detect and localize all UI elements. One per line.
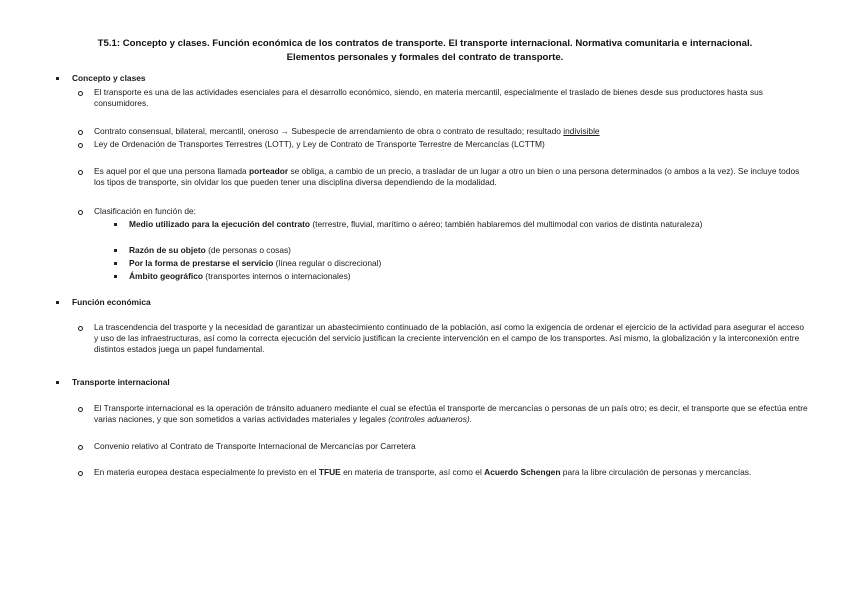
square-bullet-icon xyxy=(114,262,117,265)
section-heading: Concepto y clases xyxy=(56,73,816,84)
sublist-item xyxy=(129,245,769,256)
sublist-item xyxy=(129,271,769,282)
section-heading: Transporte internacional xyxy=(56,377,816,388)
circle-bullet-icon xyxy=(78,143,83,148)
bold-term: Medio utilizado para la ejecución del contrato xyxy=(129,219,311,229)
circle-bullet-icon xyxy=(78,407,83,412)
list-item xyxy=(94,403,808,425)
sublist-text: (terrestre, fluvial, marítimo o aéreo; también hablaremos del multimodal con varios de distinta naturaleza) xyxy=(310,219,703,229)
list-item xyxy=(94,322,808,356)
paragraph-text: Es aquel por el que una persona llamada xyxy=(94,166,250,176)
sublist-text: (línea regular o discrecional) xyxy=(273,258,382,268)
bold-term: Acuerdo Schengen xyxy=(484,467,561,477)
paragraph-text: para la libre circulación de personas y mercancías. xyxy=(560,467,752,477)
paragraph-text: En materia europea destaca especialmente lo previsto en el xyxy=(94,467,319,477)
section-heading: Función económica xyxy=(56,297,816,308)
paragraph-text: en materia de transporte, así como el xyxy=(340,467,485,477)
sublist-item xyxy=(129,219,769,230)
circle-bullet-icon xyxy=(78,326,83,331)
bold-term: porteador xyxy=(249,166,289,176)
circle-bullet-icon xyxy=(78,91,83,96)
title-line-1: T5.1: Concepto y clases. Función económica de los contratos de transporte. El transporte internacional. Normativa comunitaria e internacional. xyxy=(97,38,753,49)
bold-term: Ámbito geográfico xyxy=(129,271,203,281)
paragraph-text: Ley de Ordenación de Transportes Terrestres (LOTT), y Ley de Contrato de Transporte Terrestre de Mercancías (LCTTM) xyxy=(94,139,545,149)
list-item xyxy=(94,467,808,478)
bold-term: Por la forma de prestarse el servicio xyxy=(129,258,274,268)
sublist-item xyxy=(129,258,769,269)
paragraph-text: Contrato consensual, bilateral, mercantil, oneroso → Subespecie de arrendamiento de obra o contrato de resultado; resultado xyxy=(94,126,564,136)
paragraph-text: El transporte es una de las actividades esenciales para el desarrollo económico, siendo, en materia mercantil, especialmente el traslado de bienes desde sus productores hasta sus consumidores. xyxy=(94,87,763,109)
list-item xyxy=(94,441,808,452)
paragraph-text: El Transporte internacional es la operación de tránsito aduanero mediante el cual se efectúa el transporte de mercancías o personas de un país otro; es decir, el transporte que se efectúa entre varias naciones, y que son sometidos a varias actividades materiales y legales xyxy=(94,403,808,425)
paragraph-text: se obliga, a cambio de un precio, a trasladar de un lugar a otro un bien o una persona determinados (o ambos a la vez). Se incluye todos los tipos de transporte, sin olvidar los que pueden tener una disciplina diversa dependiendo de la modalidad. xyxy=(94,166,800,188)
circle-bullet-icon xyxy=(78,130,83,135)
bold-term: Razón de su objeto xyxy=(129,245,206,255)
section-concepto xyxy=(56,73,816,281)
document-title xyxy=(30,37,820,65)
list-item xyxy=(94,126,808,137)
list-item xyxy=(94,87,808,109)
circle-bullet-icon xyxy=(78,210,83,215)
section-transporte-internacional xyxy=(56,377,816,477)
underlined-term: indivisible xyxy=(563,126,600,136)
list-item xyxy=(94,166,808,188)
circle-bullet-icon xyxy=(78,471,83,476)
title-line-2: Elementos personales y formales del contrato de transporte. xyxy=(286,52,564,63)
section-funcion xyxy=(56,297,816,355)
circle-bullet-icon xyxy=(78,170,83,175)
italic-term: (controles aduaneros). xyxy=(388,414,473,425)
square-bullet-icon xyxy=(114,223,117,226)
list-item xyxy=(94,139,808,150)
sublist-text: (transportes internos o internacionales) xyxy=(202,271,351,281)
square-bullet-icon xyxy=(114,275,117,278)
list-item xyxy=(94,206,808,217)
paragraph-text: Clasificación en función de: xyxy=(94,206,196,216)
paragraph-text: La trascendencia del trasporte y la necesidad de garantizar un abastecimiento continuado de la población, así como la exigencia de ordenar el ejercicio de la actividad para asegurar el acceso y uso de las infraestructuras, así como la correcta ejecución del servicio justifican la creciente intervención en el campo de los transportes. Así mismo, la globalización y la interconexión entre distintos estados juega un papel fundamental. xyxy=(94,322,804,355)
square-bullet-icon xyxy=(114,249,117,252)
bold-term: TFUE xyxy=(318,467,341,477)
paragraph-text: Convenio relativo al Contrato de Transporte Internacional de Mercancías por Carretera xyxy=(94,441,416,451)
circle-bullet-icon xyxy=(78,445,83,450)
sublist-text: (de personas o cosas) xyxy=(205,245,291,255)
